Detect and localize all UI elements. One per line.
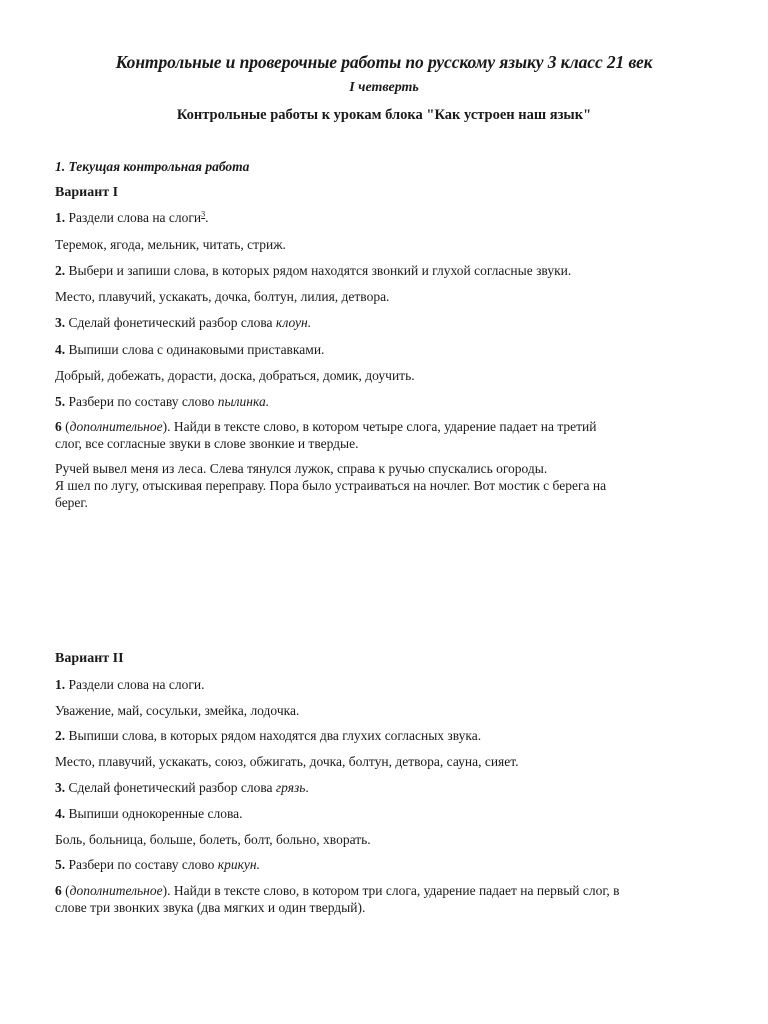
variant-1-label: Вариант I bbox=[55, 185, 119, 200]
paren-open: ( bbox=[61, 883, 70, 898]
task-number: 4. bbox=[55, 806, 66, 821]
v2-task-6-line-1 bbox=[55, 882, 715, 899]
v2-task-2 bbox=[55, 727, 715, 744]
v2-task-3 bbox=[55, 779, 715, 796]
v2-task-5 bbox=[55, 856, 715, 873]
task-number: 6 bbox=[55, 883, 62, 898]
task-text: ). Найди в тексте слово, в котором три слога, ударение падает на первый слог, в bbox=[162, 883, 620, 898]
task-number: 5. bbox=[55, 394, 66, 409]
paren-open: ( bbox=[61, 419, 70, 434]
v1-task-2 bbox=[55, 262, 715, 279]
task-text-tail: . bbox=[205, 210, 209, 225]
task-number: 4. bbox=[55, 342, 66, 357]
section-heading: 1. Текущая контрольная работа bbox=[55, 159, 250, 174]
task-number: 3. bbox=[55, 315, 66, 330]
v1-task-1-words: Теремок, ягода, мельник, читать, стриж. bbox=[55, 237, 286, 252]
optional-label: дополнительное bbox=[69, 419, 163, 434]
task-number: 2. bbox=[55, 728, 66, 743]
v1-text-line-1: Ручей вывел меня из леса. Слева тянулся лужок, справа к ручью спускались огороды. bbox=[55, 461, 548, 476]
block-subtitle: Контрольные работы к урокам блока "Как устроен наш язык" bbox=[176, 107, 592, 123]
v1-text-line-2: Я шел по лугу, отыскивая переправу. Пора было устраиваться на ночлег. Вот мостик с берега на bbox=[55, 478, 607, 493]
task-word: пылинка. bbox=[217, 394, 270, 409]
task-text: ). Найди в тексте слово, в котором четыре слога, ударение падает на третий bbox=[162, 419, 597, 434]
v1-task-5 bbox=[55, 393, 715, 410]
quarter-heading: I четверть bbox=[349, 80, 419, 95]
task-text: Выпиши слова с одинаковыми приставками. bbox=[65, 342, 325, 357]
task-text: Раздели слова на слоги. bbox=[65, 677, 205, 692]
task-number: 5. bbox=[55, 857, 66, 872]
task-number: 1. bbox=[55, 210, 66, 225]
v1-task-2-words: Место, плавучий, ускакать, дочка, болтун, лилия, детвора. bbox=[55, 289, 390, 304]
task-text: Сделай фонетический разбор слова bbox=[65, 780, 276, 795]
task-number: 2. bbox=[55, 263, 66, 278]
v1-task-6-line-2: слог, все согласные звуки в слове звонкие и твердые. bbox=[55, 436, 359, 451]
v1-text-line-3: берег. bbox=[55, 495, 88, 510]
v1-task-1 bbox=[55, 209, 715, 226]
task-text: Выбери и запиши слова, в которых рядом находятся звонкий и глухой согласные звуки. bbox=[65, 263, 572, 278]
v1-task-4 bbox=[55, 341, 715, 358]
v2-task-2-words: Место, плавучий, ускакать, союз, обжигать, дочка, болтун, детвора, сауна, сияет. bbox=[55, 754, 519, 769]
v1-task-6-line-1 bbox=[55, 418, 715, 435]
variant-2-label: Вариант II bbox=[55, 651, 124, 666]
task-word: клоун. bbox=[275, 315, 312, 330]
optional-label: дополнительное bbox=[69, 883, 163, 898]
v1-task-3 bbox=[55, 314, 715, 331]
v2-task-4-words: Боль, больница, больше, болеть, болт, больно, хворать. bbox=[55, 832, 371, 847]
task-number: 6 bbox=[55, 419, 62, 434]
task-number: 3. bbox=[55, 780, 66, 795]
task-text: Раздели слова на слоги bbox=[65, 210, 202, 225]
task-text-tail: . bbox=[305, 780, 309, 795]
document-title: Контрольные и проверочные работы по русскому языку 3 класс 21 век bbox=[115, 52, 653, 72]
task-text: Сделай фонетический разбор слова bbox=[65, 315, 276, 330]
task-text: Выпиши однокоренные слова. bbox=[65, 806, 243, 821]
task-text: Выпиши слова, в которых рядом находятся два глухих согласных звука. bbox=[65, 728, 482, 743]
task-word: грязь bbox=[275, 780, 306, 795]
task-word: крикун. bbox=[217, 857, 260, 872]
footnote-link[interactable]: 3 bbox=[201, 209, 206, 219]
task-text: Разбери по составу слово bbox=[65, 394, 218, 409]
v2-task-6-line-2: слове три звонких звука (два мягких и один твердый). bbox=[55, 900, 366, 915]
v2-task-1 bbox=[55, 676, 715, 693]
task-text: Разбери по составу слово bbox=[65, 857, 218, 872]
v1-task-4-words: Добрый, добежать, дорасти, доска, добраться, домик, доучить. bbox=[55, 368, 415, 383]
v2-task-1-words: Уважение, май, сосульки, змейка, лодочка. bbox=[55, 703, 300, 718]
task-number: 1. bbox=[55, 677, 66, 692]
v2-task-4 bbox=[55, 805, 715, 822]
